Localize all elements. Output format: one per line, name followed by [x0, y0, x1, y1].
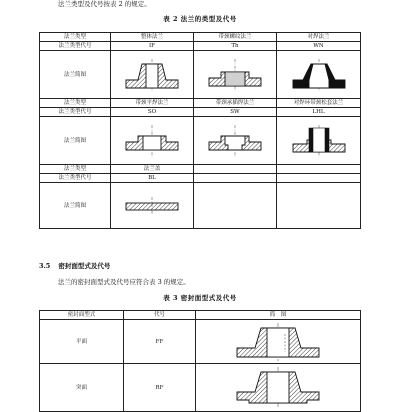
code-label: 法兰类型代号: [40, 174, 111, 183]
table3-caption: 表 3 密封面型式及代号: [163, 294, 237, 302]
drawing-cell: [194, 183, 277, 229]
flange-types-table: [39, 32, 361, 229]
flat-face-flange-icon: [223, 322, 333, 362]
drawing-cell: [277, 51, 361, 99]
drawing-cell: [277, 117, 361, 165]
drawing-cell: [196, 364, 361, 412]
face-code-cell: RF: [124, 364, 196, 412]
section-number: 3.5: [39, 262, 51, 270]
table-row: [40, 51, 361, 99]
table-row: [40, 320, 361, 364]
table-row: [40, 42, 361, 51]
raised-face-flange-icon: [223, 366, 333, 410]
drawing-cell: [277, 183, 361, 229]
socket-weld-flange-icon: [205, 124, 265, 158]
code-cell: SO: [111, 108, 194, 117]
type-cell: 法兰盖: [111, 165, 194, 174]
column-header: 代号: [124, 311, 196, 320]
drawing-label: 法兰简图: [40, 117, 111, 165]
slip-on-flange-icon: [122, 124, 182, 158]
section-title: 密封面型式及代号: [58, 262, 111, 270]
type-cell: 带颈平焊法兰: [111, 99, 194, 108]
code-cell: [194, 174, 277, 183]
threaded-flange-icon: [205, 58, 265, 92]
type-label: 法兰类型: [40, 165, 111, 174]
drawing-cell: [194, 117, 277, 165]
code-cell: IF: [111, 42, 194, 51]
section-paragraph: 法兰的密封面型式及代号应符合表 3 的规定。: [58, 278, 190, 286]
type-cell: [194, 165, 277, 174]
table-row: [40, 165, 361, 174]
table2-caption: 表 2 法兰的类型及代号: [163, 15, 237, 23]
sealing-face-table: [39, 310, 361, 412]
type-cell: 对焊环带颈松套法兰: [277, 99, 361, 108]
type-cell: 整体法兰: [111, 33, 194, 42]
blind-flange-icon: [122, 196, 182, 216]
code-label: 法兰类型代号: [40, 108, 111, 117]
type-cell: [277, 165, 361, 174]
drawing-label: 法兰简图: [40, 51, 111, 99]
drawing-label: 法兰简图: [40, 183, 111, 229]
table-row: [40, 117, 361, 165]
table-row: [40, 364, 361, 412]
face-code-cell: FF: [124, 320, 196, 364]
type-label: 法兰类型: [40, 99, 111, 108]
type-cell: 对焊法兰: [277, 33, 361, 42]
section-heading: [39, 261, 110, 270]
table-row: [40, 183, 361, 229]
code-label: 法兰类型代号: [40, 42, 111, 51]
face-type-cell: 突面: [40, 364, 124, 412]
type-cell: 带颈螺纹法兰: [194, 33, 277, 42]
column-header: 简 图: [196, 311, 361, 320]
drawing-cell: [111, 117, 194, 165]
column-header: 密封面型式: [40, 311, 124, 320]
drawing-cell: [111, 51, 194, 99]
face-type-cell: 平面: [40, 320, 124, 364]
table-header-row: [40, 311, 361, 320]
table-row: [40, 99, 361, 108]
table-row: [40, 108, 361, 117]
table-row: [40, 33, 361, 42]
lap-joint-flange-icon: [289, 124, 349, 158]
weld-neck-flange-icon: [289, 58, 349, 92]
code-cell: Th: [194, 42, 277, 51]
code-cell: BL: [111, 174, 194, 183]
intro-text: 法兰类型及代号按表 2 的规定。: [58, 0, 151, 8]
drawing-cell: [111, 183, 194, 229]
type-label: 法兰类型: [40, 33, 111, 42]
drawing-cell: [196, 320, 361, 364]
type-cell: 带颈承插焊法兰: [194, 99, 277, 108]
code-cell: LHL: [277, 108, 361, 117]
code-cell: SW: [194, 108, 277, 117]
table-row: [40, 174, 361, 183]
integral-flange-icon: [122, 58, 182, 92]
code-cell: [277, 174, 361, 183]
drawing-cell: [194, 51, 277, 99]
code-cell: WN: [277, 42, 361, 51]
